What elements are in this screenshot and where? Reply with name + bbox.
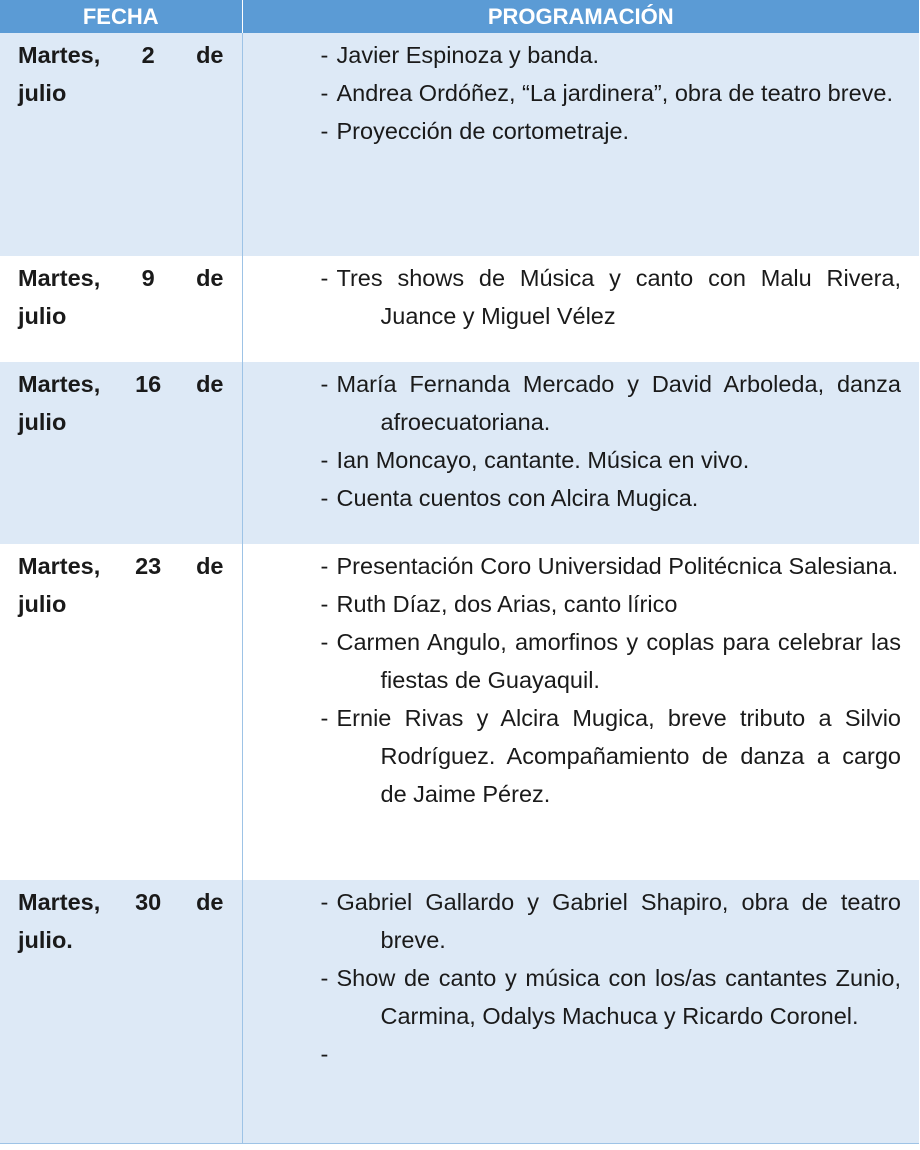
list-item xyxy=(243,479,902,517)
table-body xyxy=(0,33,919,1143)
date-weekday: Martes, xyxy=(18,371,101,397)
date-month: julio xyxy=(18,303,67,329)
list-item xyxy=(243,365,902,441)
date-day: 30 xyxy=(135,889,162,915)
list-item xyxy=(243,259,902,335)
dash-marker: - xyxy=(320,889,329,915)
list-item xyxy=(243,883,902,959)
list-item xyxy=(243,585,902,623)
date-line xyxy=(18,365,224,403)
item-text: Javier Espinoza y banda. xyxy=(336,42,600,68)
item-text: María Fernanda Mercado y David Arboleda, danza afroecuatoriana. xyxy=(336,371,901,435)
date-weekday: Martes, xyxy=(18,265,101,291)
date-day: 9 xyxy=(141,265,155,291)
list-item xyxy=(243,959,902,1035)
header-fecha: FECHA xyxy=(0,0,242,33)
date-month: julio. xyxy=(18,927,73,953)
program-cell xyxy=(242,880,919,1143)
date-cell xyxy=(0,544,242,880)
date-day: 2 xyxy=(141,42,155,68)
date-month: julio xyxy=(18,409,67,435)
list-item xyxy=(243,36,902,74)
program-cell xyxy=(242,256,919,362)
table-row xyxy=(0,256,919,362)
dash-marker: - xyxy=(320,591,329,617)
list-item xyxy=(243,547,902,585)
item-text: Ruth Díaz, dos Arias, canto lírico xyxy=(336,591,678,617)
table-row xyxy=(0,880,919,1143)
date-de: de xyxy=(196,889,224,915)
item-text: Presentación Coro Universidad Politécnica Salesiana. xyxy=(336,553,899,579)
date-weekday: Martes, xyxy=(18,42,101,68)
date-month: julio xyxy=(18,80,67,106)
dash-marker: - xyxy=(320,42,329,68)
dash-marker: - xyxy=(320,80,329,106)
item-text: Gabriel Gallardo y Gabriel Shapiro, obra de teatro breve. xyxy=(336,889,901,953)
item-text: Ernie Rivas y Alcira Mugica, breve tributo a Silvio Rodríguez. Acompañamiento de danza a cargo de Jaime Pérez. xyxy=(336,705,901,807)
dash-marker: - xyxy=(320,705,329,731)
list-item xyxy=(243,112,902,150)
item-text: Tres shows de Música y canto con Malu Rivera, Juance y Miguel Vélez xyxy=(336,265,901,329)
table-row xyxy=(0,362,919,544)
date-day: 16 xyxy=(135,371,162,397)
item-text: Carmen Angulo, amorfinos y coplas para celebrar las fiestas de Guayaquil. xyxy=(336,629,901,693)
item-text: Ian Moncayo, cantante. Música en vivo. xyxy=(336,447,750,473)
date-weekday: Martes, xyxy=(18,553,101,579)
date-cell xyxy=(0,33,242,256)
date-de: de xyxy=(196,371,224,397)
program-cell xyxy=(242,362,919,544)
dash-marker: - xyxy=(320,553,329,579)
dash-marker: - xyxy=(320,118,329,144)
date-de: de xyxy=(196,42,224,68)
date-line xyxy=(18,883,224,921)
item-text: Cuenta cuentos con Alcira Mugica. xyxy=(336,485,699,511)
date-line xyxy=(18,36,224,74)
dash-marker: - xyxy=(320,447,329,473)
item-text: Show de canto y música con los/as cantantes Zunio, Carmina, Odalys Machuca y Ricardo Coronel. xyxy=(336,965,901,1029)
date-weekday: Martes, xyxy=(18,889,101,915)
date-cell xyxy=(0,362,242,544)
date-cell xyxy=(0,880,242,1143)
table-row xyxy=(0,33,919,256)
dash-marker: - xyxy=(320,265,329,291)
table-row xyxy=(0,544,919,880)
item-text: Proyección de cortometraje. xyxy=(336,118,630,144)
date-day: 23 xyxy=(135,553,162,579)
list-item xyxy=(243,74,902,112)
list-item xyxy=(243,1035,902,1073)
date-cell xyxy=(0,256,242,362)
table-header xyxy=(0,0,919,33)
date-line xyxy=(18,259,224,297)
list-item xyxy=(243,699,902,813)
header-programacion: PROGRAMACIÓN xyxy=(242,0,919,33)
dash-marker: - xyxy=(320,629,329,655)
program-cell xyxy=(242,33,919,256)
list-item xyxy=(243,623,902,699)
program-cell xyxy=(242,544,919,880)
dash-marker: - xyxy=(320,485,329,511)
list-item xyxy=(243,441,902,479)
item-text xyxy=(381,1035,902,1073)
dash-marker: - xyxy=(320,965,329,991)
date-de: de xyxy=(196,553,224,579)
dash-marker: - xyxy=(320,1041,329,1067)
date-month: julio xyxy=(18,591,67,617)
date-line xyxy=(18,547,224,585)
item-text: Andrea Ordóñez, “La jardinera”, obra de teatro breve. xyxy=(336,80,893,106)
date-de: de xyxy=(196,265,224,291)
dash-marker: - xyxy=(320,371,329,397)
